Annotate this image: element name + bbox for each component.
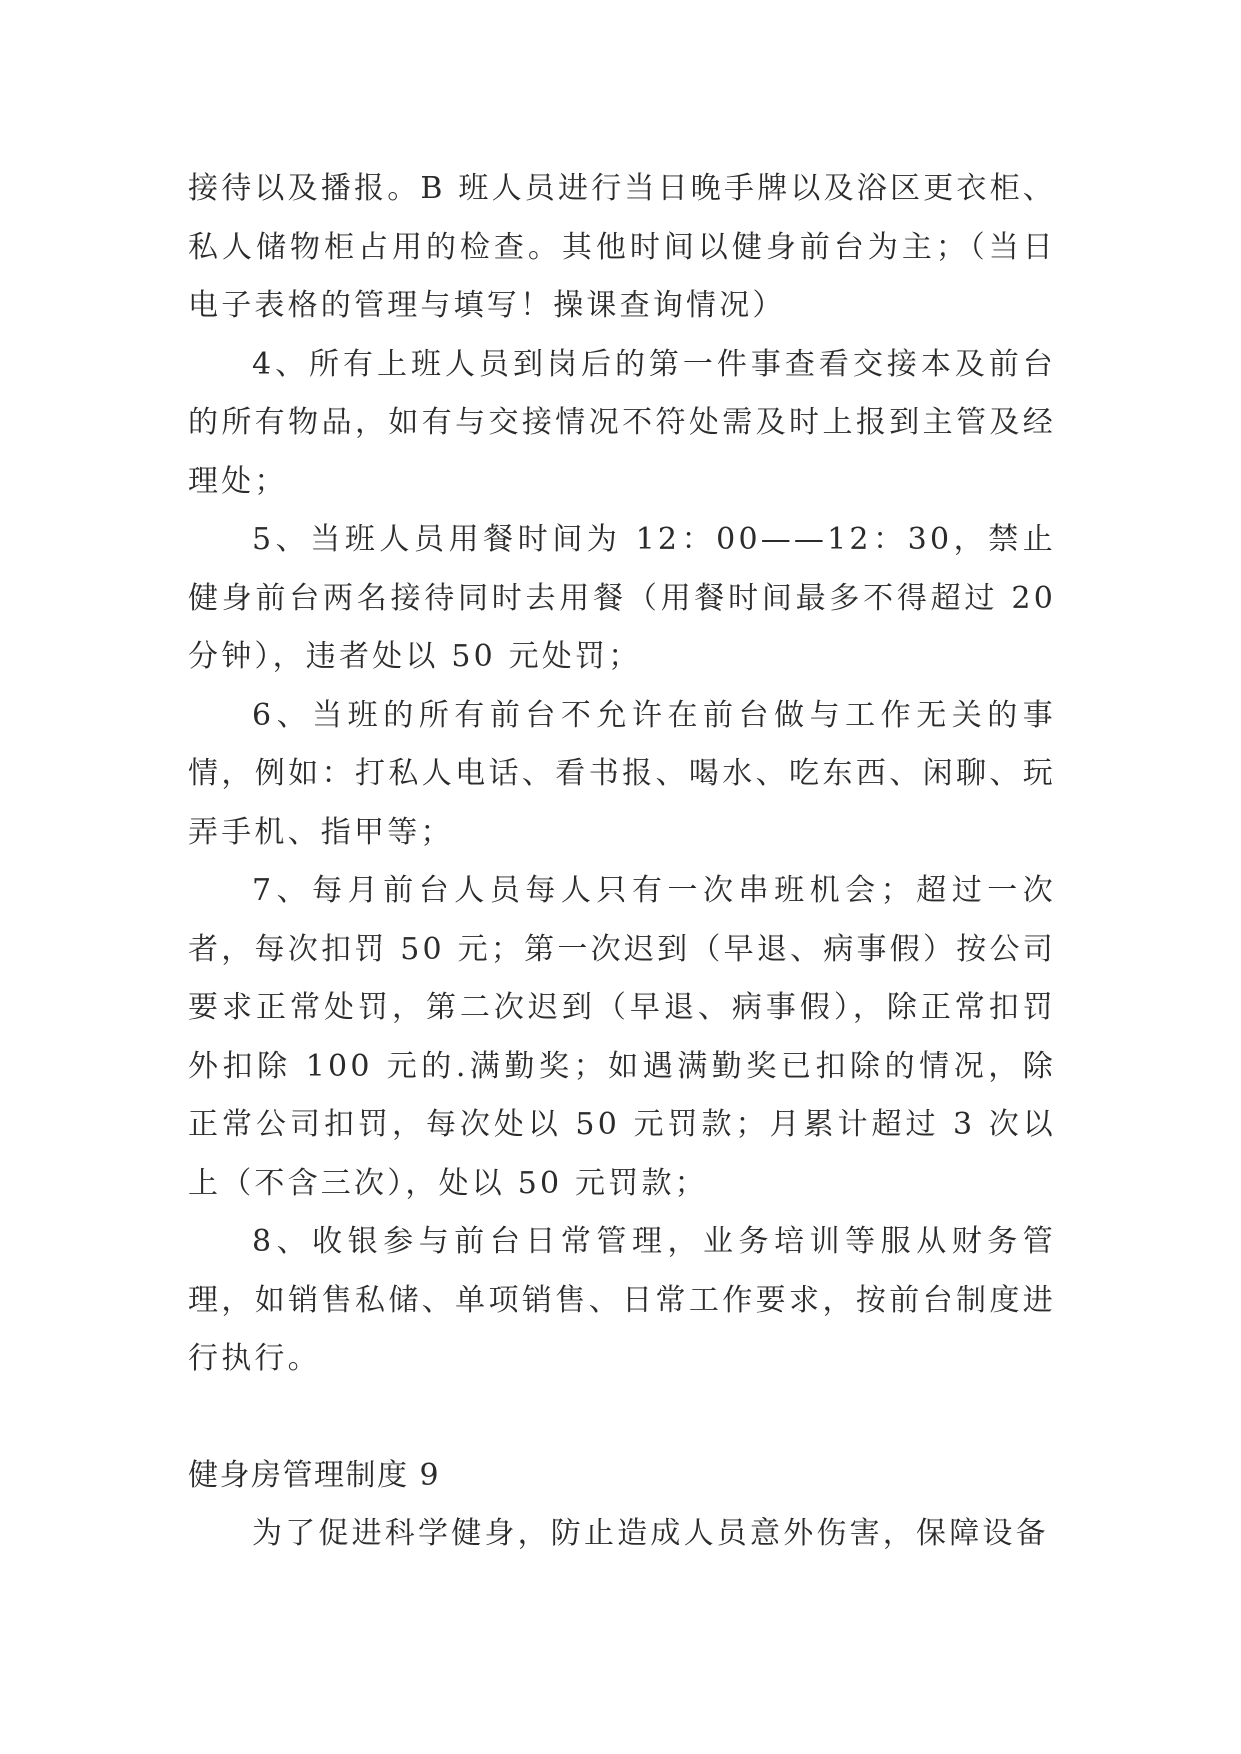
paragraph-item-8: 8、收银参与前台日常管理，业务培训等服从财务管理，如销售私储、单项销售、日常工作要求，按前台制度进行执行。 — [188, 1224, 1056, 1376]
paragraph-item-7: 7、每月前台人员每人只有一次串班机会；超过一次者，每次扣罚 50 元；第一次迟到（早退、病事假）按公司要求正常处罚，第二次迟到（早退、病事假），除正常扣罚外扣除 100 元的.满勤奖；如遇满勤奖已扣除的情况，除正常公司扣罚，每次处以 50 元罚款；月累计超过 3 次以上（不含三次），处以 50 元罚款； — [188, 873, 1056, 1201]
paragraph-item-6: 6、当班的所有前台不允许在前台做与工作无关的事情，例如：打私人电话、看书报、喝水、吃东西、闲聊、玩弄手机、指甲等； — [188, 697, 1056, 850]
section-intro-paragraph: 为了促进科学健身，防止造成人员意外伤害，保障设备 — [252, 1516, 1049, 1551]
paragraph-item-5: 5、当班人员用餐时间为 12：00——12：30，禁止健身前台两名接待同时去用餐（用餐时间最多不得超过 20 分钟），违者处以 50 元处罚； — [188, 522, 1056, 674]
section-title: 健身房管理制度 9 — [188, 1457, 441, 1493]
paragraph-continuation: 接待以及播报。B 班人员进行当日晚手牌以及浴区更衣柜、私人储物柜占用的检查。其他时间以健身前台为主；（当日电子表格的管理与填写！操课查询情况） — [188, 171, 1056, 323]
paragraph-item-4: 4、所有上班人员到岗后的第一件事查看交接本及前台的所有物品，如有与交接情况不符处需及时上报到主管及经理处； — [188, 346, 1056, 499]
document-body — [188, 160, 1056, 1564]
